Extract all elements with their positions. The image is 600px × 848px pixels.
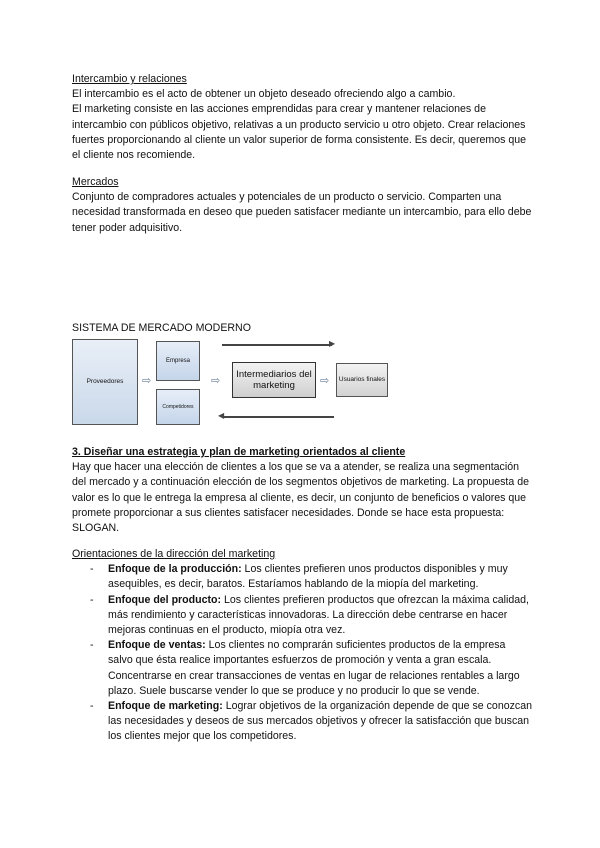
box-intermediarios: Intermediarios del marketing [232,362,316,398]
paragraph-mercados: Conjunto de compradores actuales y potenciales de un producto o servicio. Comparten una necesidad transformada en deseo que pueden satisfacer mediante un intercambio, para ello debe tener poder adquisitivo. [72,191,532,234]
heading-orientaciones: Orientaciones de la dirección del marketing [72,548,276,560]
list-item [72,562,532,592]
box-proveedores: Proveedores [72,339,138,425]
section-estrategia [72,445,532,536]
arrow-right-icon: ⇨ [320,375,330,387]
arrowhead-right-icon: ▶ [329,339,336,348]
arrow-right-icon: ⇨ [211,375,221,387]
diagram-title: SISTEMA DE MERCADO MODERNO [72,322,251,334]
arrowhead-left-icon: ◀ [218,411,225,420]
list-item [72,638,532,699]
enfoque-term: Enfoque de la producción: [108,563,242,576]
dash-bullet: - [90,593,94,606]
enfoque-term: Enfoque del producto: [108,593,221,606]
heading-estrategia: 3. Diseñar una estrategia y plan de marketing orientados al cliente [72,446,406,458]
heading-mercados: Mercados [72,176,119,188]
section-mercados [72,175,532,236]
flow-line-top [222,344,332,346]
box-empresa: Empresa [156,341,200,381]
flow-line-bottom [224,416,334,418]
paragraph-intercambio-2: El marketing consiste en las acciones emprendidas para crear y mantener relaciones de intercambio con públicos objetivo, relativas a un producto servicio u otro objeto. Crear relaciones fuertes proporcionando al cliente un valor superior de forma consistente. Es decir, queremos que el cliente nos recomiende. [72,103,527,162]
enfoque-description: Los clientes prefieren unos productos disponibles y muy asequibles, es decir, baratos. Estaríamos hablando de la miopía del marketing. [108,563,508,591]
paragraph-intercambio-1: El intercambio es el acto de obtener un objeto deseado ofreciendo algo a cambio. [72,88,456,101]
enfoque-description: Los clientes prefieren productos que ofrezcan la máxima calidad, más rendimiento y características innovadoras. La dirección debe centrarse en hacer mejoras continuas en el producto, miopía otra vez. [108,593,529,637]
list-item [72,593,532,639]
enfoque-description: Los clientes no comprarán suficientes productos de la empresa salvo que ésta realice importantes esfuerzos de promoción y venta a gran escala. Concentrarse en crear transacciones de ventas en lugar de relaciones rentables a largo plazo. Suele buscarse vender lo que se produce y no producir lo que se vende. [108,639,520,697]
enfoque-term: Enfoque de marketing: [108,700,223,713]
list-item [72,699,532,745]
dash-bullet: - [90,700,94,713]
enfoque-description: Lograr objetivos de la organización depende de que se conozcan las necesidades y deseos de sus mercados objetivos y ofrecer la satisfacción que buscan los clientes mejor que los competidores. [108,700,532,743]
enfoques-list [72,562,532,744]
dash-bullet: - [90,639,94,652]
dash-bullet: - [90,563,94,576]
section-intercambio [72,72,532,163]
box-competidores: Competidores [156,389,200,425]
enfoque-term: Enfoque de ventas: [108,639,206,652]
section-orientaciones [72,547,532,745]
heading-intercambio: Intercambio y relaciones [72,73,187,85]
market-system-diagram [72,337,422,427]
paragraph-estrategia: Hay que hacer una elección de clientes a los que se va a atender, se realiza una segmentación del mercado y a continuación elección de los segmentos objetivos de marketing. La propuesta de valor es lo que le entrega la empresa al cliente, es decir, un conjunto de beneficios o valores que promete proporcionar a sus clientes satisfacer necesidades. Donde se hace esta propuesta: SLOGAN. [72,461,529,535]
arrow-right-icon: ⇨ [142,375,152,387]
box-usuarios-finales: Usuarios finales [336,363,388,397]
